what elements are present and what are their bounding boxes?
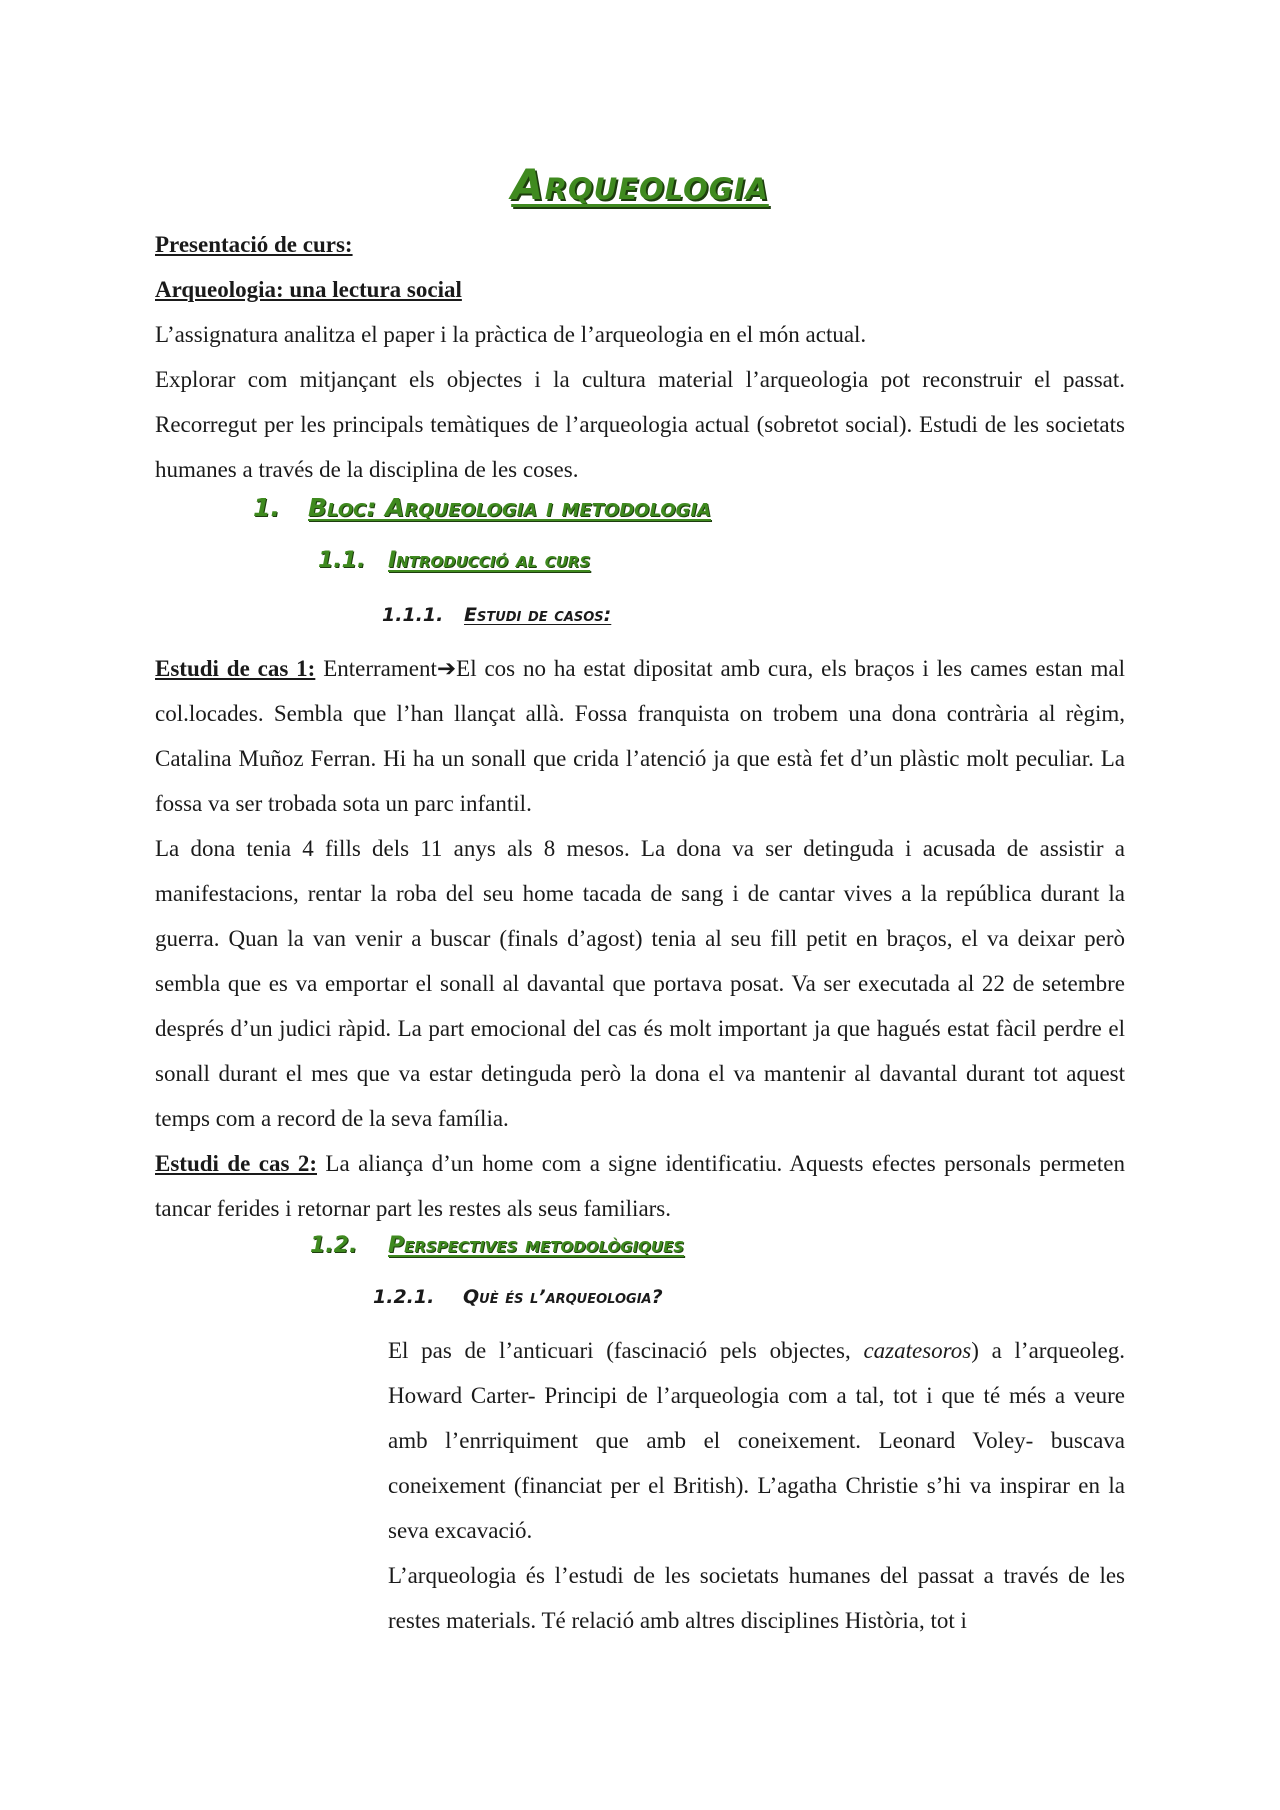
- heading-bloc-1: [253, 493, 711, 522]
- intro-paragraph: Explorar com mitjançant els objectes i la cultura material l’arqueologia pot reconstruir el passat. Recorregut per les principals temàtiques de l’arqueologia actual (sobretot social). Estudi de les societats humanes a través de la disciplina de les coses.: [155, 367, 1125, 482]
- case-2-paragraph: Estudi de cas 2: La aliança d’un home com a signe identificatiu. Aquests efectes personals permeten tancar ferides i retornar part les restes als seus familiars.: [155, 1151, 1125, 1221]
- case-1-paragraph: Estudi de cas 1: Enterrament➔El cos no ha estat dipositat amb cura, els braços i les cames estan mal col.locades. Sembla que l’han llançat allà. Fossa franquista on trobem una dona contrària al règim, Catalina Muñoz Ferran. Hi ha un sonall que crida l’atenció ja que està fet d’un plàstic molt peculiar. La fossa va ser trobada sota un parc infantil.: [155, 656, 1125, 816]
- heading-number: 1.2.1.: [373, 1286, 435, 1308]
- heading-1-1: [318, 548, 590, 573]
- intro-section: [155, 222, 1125, 492]
- heading-text: Què és l’arqueologia?: [463, 1286, 663, 1308]
- heading-1-1-1: [382, 604, 611, 626]
- case-1-paragraph-2: La dona tenia 4 fills dels 11 anys als 8 mesos. La dona va ser detinguda i acusada de assistir a manifestacions, rentar la roba del seu home tacada de sang i de cantar vives a la república durant la guerra. Quan la van venir a buscar (finals d’agost) tenia al seu fill petit en braços, el va deixar però sembla que es va emportar el sonall al davantal que portava posat. Va ser executada al 22 de setembre després d’un judici ràpid. La part emocional del cas és molt important ja que hagués estat fàcil perdre el sonall durant el mes que va estar detinguda però la dona el va mantenir al davantal durant tot aquest temps com a record de la seva família.: [155, 836, 1125, 1131]
- section-1-2-1-body: [388, 1328, 1125, 1643]
- course-presentation-label: Presentació de curs:: [155, 232, 353, 257]
- heading-number: 1.2.: [310, 1233, 358, 1258]
- heading-1-2: [310, 1233, 684, 1258]
- heading-number: 1.1.: [318, 548, 366, 573]
- definition-paragraph: L’arqueologia és l’estudi de les societats humanes del passat a través de les restes materials. Té relació amb altres disciplines Història, tot i: [388, 1563, 1125, 1633]
- heading-text: Introducció al curs: [388, 548, 591, 573]
- arrow-icon: ➔: [436, 656, 457, 681]
- intro-line: L’assignatura analitza el paper i la pràctica de l’arqueologia en el món actual.: [155, 322, 867, 347]
- heading-1-2-1: [373, 1286, 663, 1308]
- case-1-label: Estudi de cas 1:: [155, 656, 316, 681]
- heading-text: Estudi de casos:: [464, 604, 612, 626]
- course-subtitle: Arqueologia: una lectura social: [155, 277, 462, 302]
- anticuari-paragraph: El pas de l’anticuari (fascinació pels objectes, cazatesoros) a l’arqueoleg. Howard Carter- Principi de l’arqueologia com a tal, tot i que té més a veure amb l’enrriquiment que amb el coneixement. Leonard Voley- buscava coneixement (financiat per el British). L’agatha Christie s’hi va inspirar en la seva excavació.: [388, 1338, 1125, 1543]
- heading-number: 1.1.1.: [382, 604, 444, 626]
- heading-text: Perspectives metodològiques: [388, 1233, 685, 1258]
- document-title: Arqueologia: [511, 160, 769, 209]
- case-2-label: Estudi de cas 2:: [155, 1151, 317, 1176]
- heading-text: Bloc: Arqueologia i metodologia: [308, 493, 712, 522]
- case-studies: [155, 646, 1125, 1231]
- heading-number: 1.: [253, 493, 280, 522]
